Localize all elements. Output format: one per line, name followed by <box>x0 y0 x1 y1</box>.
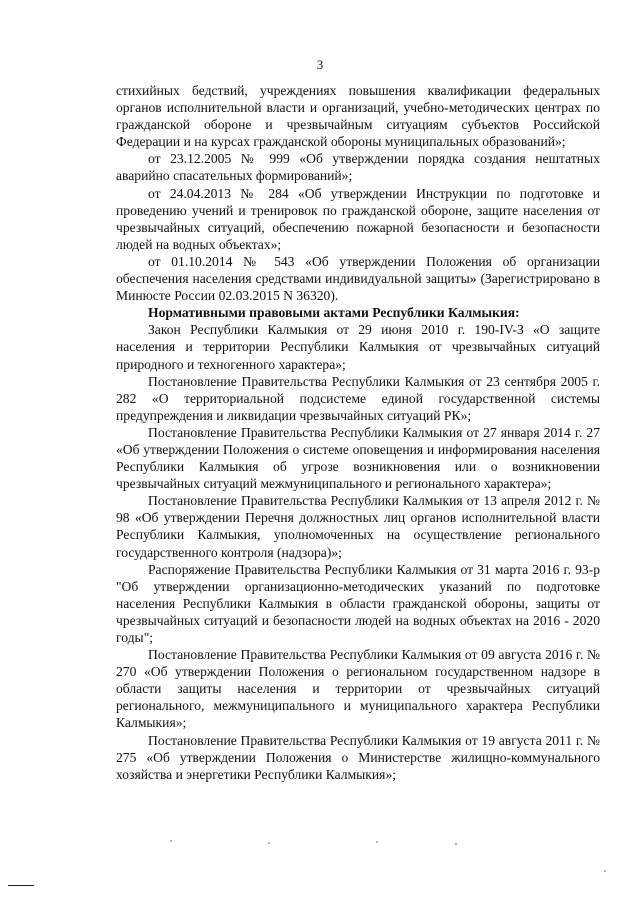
scan-artifact-dot <box>376 841 378 843</box>
paragraph-resolution-98: Постановление Правительства Республики Калмыкия от 13 апреля 2012 г. № 98 «Об утверждении Перечня должностных лиц органов исполнительной власти Республики Калмыкия, уполномоченных на осуществление регионального государственного контроля (надзора)»; <box>116 493 600 560</box>
scan-artifact-dot <box>455 843 457 845</box>
document-body <box>116 82 600 783</box>
paragraph-continuation: стихийных бедствий, учреждениях повышения квалификации федеральных органов исполнительной власти и организаций, учебно-методических центрах по гражданской обороне и чрезвычайным ситуациям субъектов Российской Федерации и на курсах гражданской обороны муниципальных образований»; <box>116 83 600 150</box>
section-heading-kalmykia-acts: Нормативными правовыми актами Республики Калмыкия: <box>148 305 520 321</box>
scan-margin-mark <box>8 885 34 886</box>
paragraph-decree-284: от 24.04.2013 № 284 «Об утверждении Инструкции по подготовке и проведению учений и тренировок по гражданской обороне, защите населения от чрезвычайных ситуаций, обеспечению пожарной безопасности и безопасности людей на водных объектах»; <box>116 185 600 252</box>
scan-artifact-dot <box>268 842 270 844</box>
paragraph-resolution-282: Постановление Правительства Республики Калмыкия от 23 сентября 2005 г. 282 «О территориальной подсистеме единой государственной системы предупреждения и ликвидации чрезвычайных ситуаций РК»; <box>116 373 600 423</box>
paragraph-decree-543: от 01.10.2014 № 543 «Об утверждении Положения об организации обеспечения населения средствами индивидуальной защиты» (Зарегистрировано в Минюсте России 02.03.2015 N 36320). <box>116 253 600 304</box>
paragraph-decree-999: от 23.12.2005 № 999 «Об утверждении порядка создания нештатных аварийно спасательных формирований»; <box>116 151 600 184</box>
paragraph-resolution-270: Постановление Правительства Республики Калмыкия от 09 августа 2016 г. № 270 «Об утверждении Положения о региональном государственном надзоре в области защиты населения и территории от чрезвычайных ситуаций регионального, межмуниципального и муниципального характера Республики Калмыкия»; <box>116 647 600 731</box>
scan-artifact-dot <box>604 870 606 872</box>
paragraph-resolution-27: Постановление Правительства Республики Калмыкия от 27 января 2014 г. 27 «Об утверждении Положения о системе оповещения и информирования населения Республики Калмыкия об угрозе возникновения или о возникновении чрезвычайных ситуаций межмуниципального и регионального характера»; <box>116 424 600 492</box>
scan-artifact-dot <box>170 840 172 842</box>
page-number: 3 <box>316 57 324 72</box>
paragraph-law-190: Закон Республики Калмыкия от 29 июня 2010 г. 190-IV-З «О защите населения и территории Республики Калмыкия от чрезвычайных ситуаций природного и техногенного характера»; <box>116 322 600 372</box>
paragraph-order-93r: Распоряжение Правительства Республики Калмыкия от 31 марта 2016 г. 93-р "Об утверждении организационно-методических указаний по подготовке населения Республики Калмыкия в области гражданской обороны, защиты от чрезвычайных ситуаций и безопасности людей на водных объектах на 2016 - 2020 годы"; <box>116 561 600 645</box>
paragraph-resolution-275: Постановление Правительства Республики Калмыкия от 19 августа 2011 г. № 275 «Об утверждении Положения о Министерстве жилищно-коммунального хозяйства и энергетики Республики Калмыкия»; <box>116 732 600 782</box>
